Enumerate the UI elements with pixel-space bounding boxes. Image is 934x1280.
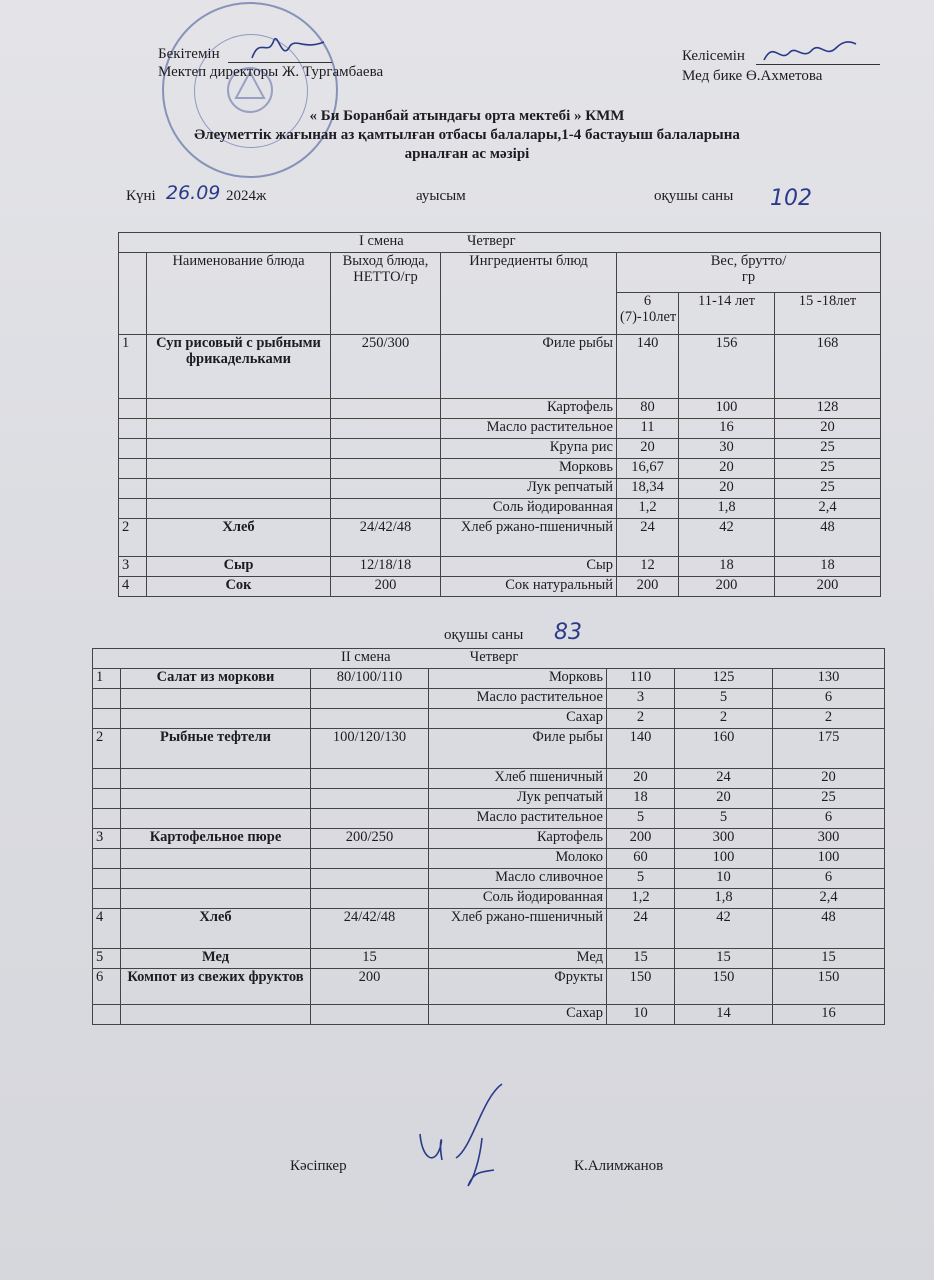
- cell-out: 12/18/18: [331, 557, 441, 577]
- cell-c: 2,4: [773, 889, 885, 909]
- cell-out: 200/250: [311, 829, 429, 849]
- cell-b: 24: [675, 769, 773, 789]
- cell-c: 6: [773, 869, 885, 889]
- cell-c: 25: [775, 459, 881, 479]
- cell-c: 25: [773, 789, 885, 809]
- cell-b: 5: [675, 689, 773, 709]
- cell-ingr: Лук репчатый: [441, 479, 617, 499]
- cell-a: 60: [607, 849, 675, 869]
- director-signature: [248, 28, 328, 68]
- table-row: [119, 577, 881, 597]
- cell-a: 11: [617, 419, 679, 439]
- cell-ingr: Морковь: [429, 669, 607, 689]
- cell-b: 20: [679, 459, 775, 479]
- students-label-2: оқушы саны: [444, 627, 524, 643]
- entrepreneur-signature: [412, 1078, 522, 1188]
- table-row: [93, 669, 885, 689]
- table-row: [119, 519, 881, 557]
- table-row: [93, 869, 885, 889]
- cell-n: 1: [119, 335, 147, 399]
- cell-a: 140: [617, 335, 679, 399]
- cell-dish: Компот из свежих фруктов: [121, 969, 311, 1005]
- cell-a: 1,2: [617, 499, 679, 519]
- day-value: 26.09: [166, 182, 221, 204]
- cell-out: [331, 459, 441, 479]
- cell-c: 18: [775, 557, 881, 577]
- cell-dish: Сок: [147, 577, 331, 597]
- cell-n: 1: [93, 669, 121, 689]
- entrepreneur-label: Кәсіпкер: [290, 1158, 347, 1174]
- cell-n: [93, 709, 121, 729]
- cell-dish: [121, 689, 311, 709]
- cell-a: 80: [617, 399, 679, 419]
- cell-a: 140: [607, 729, 675, 769]
- cell-a: 5: [607, 809, 675, 829]
- table-row: [93, 969, 885, 1005]
- cell-b: 30: [679, 439, 775, 459]
- cell-dish: Суп рисовый с рыбными фрикадельками: [147, 335, 331, 399]
- cell-a: 20: [607, 769, 675, 789]
- cell-c: 130: [773, 669, 885, 689]
- cell-n: [93, 789, 121, 809]
- cell-out: [311, 1005, 429, 1025]
- cell-n: 2: [93, 729, 121, 769]
- cell-out: [331, 499, 441, 519]
- agree-nurse: Мед бике Ө.Ахметова: [682, 68, 823, 84]
- menu-table-shift2: [92, 648, 885, 1025]
- cell-a: 200: [607, 829, 675, 849]
- cell-ingr: Мед: [429, 949, 607, 969]
- cell-n: 4: [93, 909, 121, 949]
- cell-b: 20: [675, 789, 773, 809]
- cell-a: 24: [617, 519, 679, 557]
- cell-n: [93, 869, 121, 889]
- cell-b: 42: [675, 909, 773, 949]
- cell-n: [93, 689, 121, 709]
- shift1-header: I смена Четверг: [119, 233, 881, 253]
- cell-dish: [121, 789, 311, 809]
- cell-b: 42: [679, 519, 775, 557]
- cell-c: 15: [773, 949, 885, 969]
- cell-c: 300: [773, 829, 885, 849]
- cell-c: 16: [773, 1005, 885, 1025]
- cell-b: 5: [675, 809, 773, 829]
- cell-dish: [147, 399, 331, 419]
- cell-ingr: Картофель: [441, 399, 617, 419]
- cell-dish: Сыр: [147, 557, 331, 577]
- cell-n: [119, 399, 147, 419]
- shift2-header: II смена Четверг: [93, 649, 885, 669]
- cell-c: 175: [773, 729, 885, 769]
- cell-dish: [121, 869, 311, 889]
- cell-c: 48: [773, 909, 885, 949]
- cell-out: 200: [311, 969, 429, 1005]
- col-age-6-10: 6 (7)-10лет: [617, 293, 679, 335]
- cell-out: [311, 889, 429, 909]
- table-row: [119, 459, 881, 479]
- cell-c: 20: [773, 769, 885, 789]
- cell-n: 2: [119, 519, 147, 557]
- cell-b: 150: [675, 969, 773, 1005]
- cell-out: [311, 769, 429, 789]
- cell-c: 48: [775, 519, 881, 557]
- cell-ingr: Сок натуральный: [441, 577, 617, 597]
- cell-dish: Рыбные тефтели: [121, 729, 311, 769]
- cell-b: 100: [679, 399, 775, 419]
- cell-out: [331, 419, 441, 439]
- cell-out: [311, 789, 429, 809]
- cell-n: [119, 439, 147, 459]
- cell-out: [311, 849, 429, 869]
- cell-a: 24: [607, 909, 675, 949]
- table-row: [119, 557, 881, 577]
- cell-b: 10: [675, 869, 773, 889]
- cell-b: 2: [675, 709, 773, 729]
- cell-c: 100: [773, 849, 885, 869]
- table-row: [93, 709, 885, 729]
- cell-b: 160: [675, 729, 773, 769]
- cell-c: 128: [775, 399, 881, 419]
- col-dish-name: Наименование блюда: [147, 253, 331, 335]
- cell-ingr: Соль йодированная: [441, 499, 617, 519]
- cell-c: 200: [775, 577, 881, 597]
- cell-dish: [121, 709, 311, 729]
- cell-ingr: Хлеб пшеничный: [429, 769, 607, 789]
- cell-b: 14: [675, 1005, 773, 1025]
- col-output: Выход блюда, НЕТТО/гр: [331, 253, 441, 335]
- col-age-15-18: 15 -18лет: [775, 293, 881, 335]
- cell-dish: [147, 499, 331, 519]
- day-label: Күні: [126, 188, 156, 204]
- cell-ingr: Крупа рис: [441, 439, 617, 459]
- cell-a: 12: [617, 557, 679, 577]
- table-row: [93, 689, 885, 709]
- cell-b: 15: [675, 949, 773, 969]
- cell-dish: Хлеб: [121, 909, 311, 949]
- table-row: [119, 335, 881, 399]
- cell-n: [119, 499, 147, 519]
- cell-ingr: Филе рыбы: [429, 729, 607, 769]
- students-label: оқушы саны: [654, 188, 734, 204]
- cell-out: 250/300: [331, 335, 441, 399]
- cell-a: 200: [617, 577, 679, 597]
- cell-ingr: Молоко: [429, 849, 607, 869]
- cell-out: [331, 399, 441, 419]
- cell-c: 25: [775, 439, 881, 459]
- cell-n: [93, 849, 121, 869]
- cell-c: 150: [773, 969, 885, 1005]
- table-row: [93, 829, 885, 849]
- col-ingredients: Ингредиенты блюд: [441, 253, 617, 335]
- cell-n: [119, 459, 147, 479]
- table-row: [93, 889, 885, 909]
- cell-ingr: Сыр: [441, 557, 617, 577]
- cell-c: 168: [775, 335, 881, 399]
- cell-ingr: Масло растительное: [441, 419, 617, 439]
- cell-c: 25: [775, 479, 881, 499]
- table-row: [93, 769, 885, 789]
- cell-out: [331, 439, 441, 459]
- cell-ingr: Масло сливочное: [429, 869, 607, 889]
- year-label: 2024ж: [226, 188, 267, 204]
- table-row: [93, 789, 885, 809]
- cell-ingr: Лук репчатый: [429, 789, 607, 809]
- cell-n: 4: [119, 577, 147, 597]
- cell-n: [93, 769, 121, 789]
- cell-ingr: Фрукты: [429, 969, 607, 1005]
- cell-b: 1,8: [675, 889, 773, 909]
- cell-dish: [121, 1005, 311, 1025]
- cell-dish: [121, 809, 311, 829]
- cell-ingr: Хлеб ржано-пшеничный: [429, 909, 607, 949]
- cell-a: 16,67: [617, 459, 679, 479]
- cell-dish: Хлеб: [147, 519, 331, 557]
- cell-a: 150: [607, 969, 675, 1005]
- cell-a: 5: [607, 869, 675, 889]
- cell-ingr: Хлеб ржано-пшеничный: [441, 519, 617, 557]
- cell-ingr: Масло растительное: [429, 809, 607, 829]
- shift-label: ауысым: [416, 188, 466, 204]
- cell-a: 18,34: [617, 479, 679, 499]
- cell-a: 15: [607, 949, 675, 969]
- cell-out: 15: [311, 949, 429, 969]
- cell-dish: [147, 459, 331, 479]
- cell-n: [93, 1005, 121, 1025]
- cell-b: 1,8: [679, 499, 775, 519]
- cell-b: 100: [675, 849, 773, 869]
- cell-n: [119, 479, 147, 499]
- approve-director: Мектеп директоры Ж. Тургамбаева: [158, 64, 384, 80]
- cell-out: [311, 809, 429, 829]
- cell-ingr: Сахар: [429, 709, 607, 729]
- table-row: [93, 909, 885, 949]
- cell-n: 6: [93, 969, 121, 1005]
- cell-out: 200: [331, 577, 441, 597]
- menu-subtitle: Әлеуметтік жағынан аз қамтылған отбасы балалары,1-4 бастауыш балаларына: [194, 127, 740, 143]
- cell-out: 100/120/130: [311, 729, 429, 769]
- cell-dish: [147, 479, 331, 499]
- cell-out: 80/100/110: [311, 669, 429, 689]
- cell-n: 5: [93, 949, 121, 969]
- cell-a: 3: [607, 689, 675, 709]
- cell-b: 156: [679, 335, 775, 399]
- cell-dish: [147, 419, 331, 439]
- table-row: [93, 949, 885, 969]
- nurse-signature: [760, 34, 860, 70]
- cell-out: [311, 689, 429, 709]
- table-row: [93, 809, 885, 829]
- cell-b: 200: [679, 577, 775, 597]
- cell-dish: Мед: [121, 949, 311, 969]
- cell-dish: Картофельное пюре: [121, 829, 311, 849]
- cell-ingr: Соль йодированная: [429, 889, 607, 909]
- cell-c: 6: [773, 809, 885, 829]
- cell-dish: [121, 769, 311, 789]
- menu-subtitle-2: арналған ас мәзірі: [404, 146, 530, 162]
- cell-dish: [121, 849, 311, 869]
- table-row: [119, 419, 881, 439]
- cell-a: 18: [607, 789, 675, 809]
- cell-out: [311, 709, 429, 729]
- cell-ingr: Морковь: [441, 459, 617, 479]
- table-row: [119, 439, 881, 459]
- cell-dish: Салат из моркови: [121, 669, 311, 689]
- table-row: [119, 499, 881, 519]
- cell-ingr: Масло растительное: [429, 689, 607, 709]
- school-title: « Би Боранбай атындағы орта мектебі » КММ: [309, 108, 625, 124]
- cell-b: 20: [679, 479, 775, 499]
- cell-a: 10: [607, 1005, 675, 1025]
- table-row: [119, 479, 881, 499]
- cell-a: 1,2: [607, 889, 675, 909]
- cell-out: 24/42/48: [331, 519, 441, 557]
- cell-n: 3: [119, 557, 147, 577]
- cell-ingr: Сахар: [429, 1005, 607, 1025]
- cell-out: 24/42/48: [311, 909, 429, 949]
- cell-b: 300: [675, 829, 773, 849]
- col-weight: Вес, брутто/гр: [617, 253, 881, 293]
- cell-c: 2,4: [775, 499, 881, 519]
- cell-b: 125: [675, 669, 773, 689]
- entrepreneur-name: К.Алимжанов: [574, 1158, 664, 1174]
- table-row: [93, 1005, 885, 1025]
- cell-b: 18: [679, 557, 775, 577]
- cell-a: 110: [607, 669, 675, 689]
- cell-n: [93, 889, 121, 909]
- cell-b: 16: [679, 419, 775, 439]
- cell-c: 20: [775, 419, 881, 439]
- cell-c: 6: [773, 689, 885, 709]
- menu-table-shift1: [118, 232, 881, 597]
- table-row: [93, 849, 885, 869]
- cell-n: 3: [93, 829, 121, 849]
- cell-c: 2: [773, 709, 885, 729]
- cell-a: 2: [607, 709, 675, 729]
- cell-out: [311, 869, 429, 889]
- cell-out: [331, 479, 441, 499]
- cell-dish: [121, 889, 311, 909]
- cell-ingr: Филе рыбы: [441, 335, 617, 399]
- approve-label: Бекітемін: [158, 46, 220, 62]
- col-age-11-14: 11-14 лет: [679, 293, 775, 335]
- cell-dish: [147, 439, 331, 459]
- agree-label: Келісемін: [682, 48, 745, 64]
- cell-a: 20: [617, 439, 679, 459]
- cell-n: [93, 809, 121, 829]
- cell-ingr: Картофель: [429, 829, 607, 849]
- table-row: [93, 729, 885, 769]
- students-count: 102: [770, 186, 812, 211]
- cell-n: [119, 419, 147, 439]
- table-row: [119, 399, 881, 419]
- students-count-2: 83: [554, 620, 582, 645]
